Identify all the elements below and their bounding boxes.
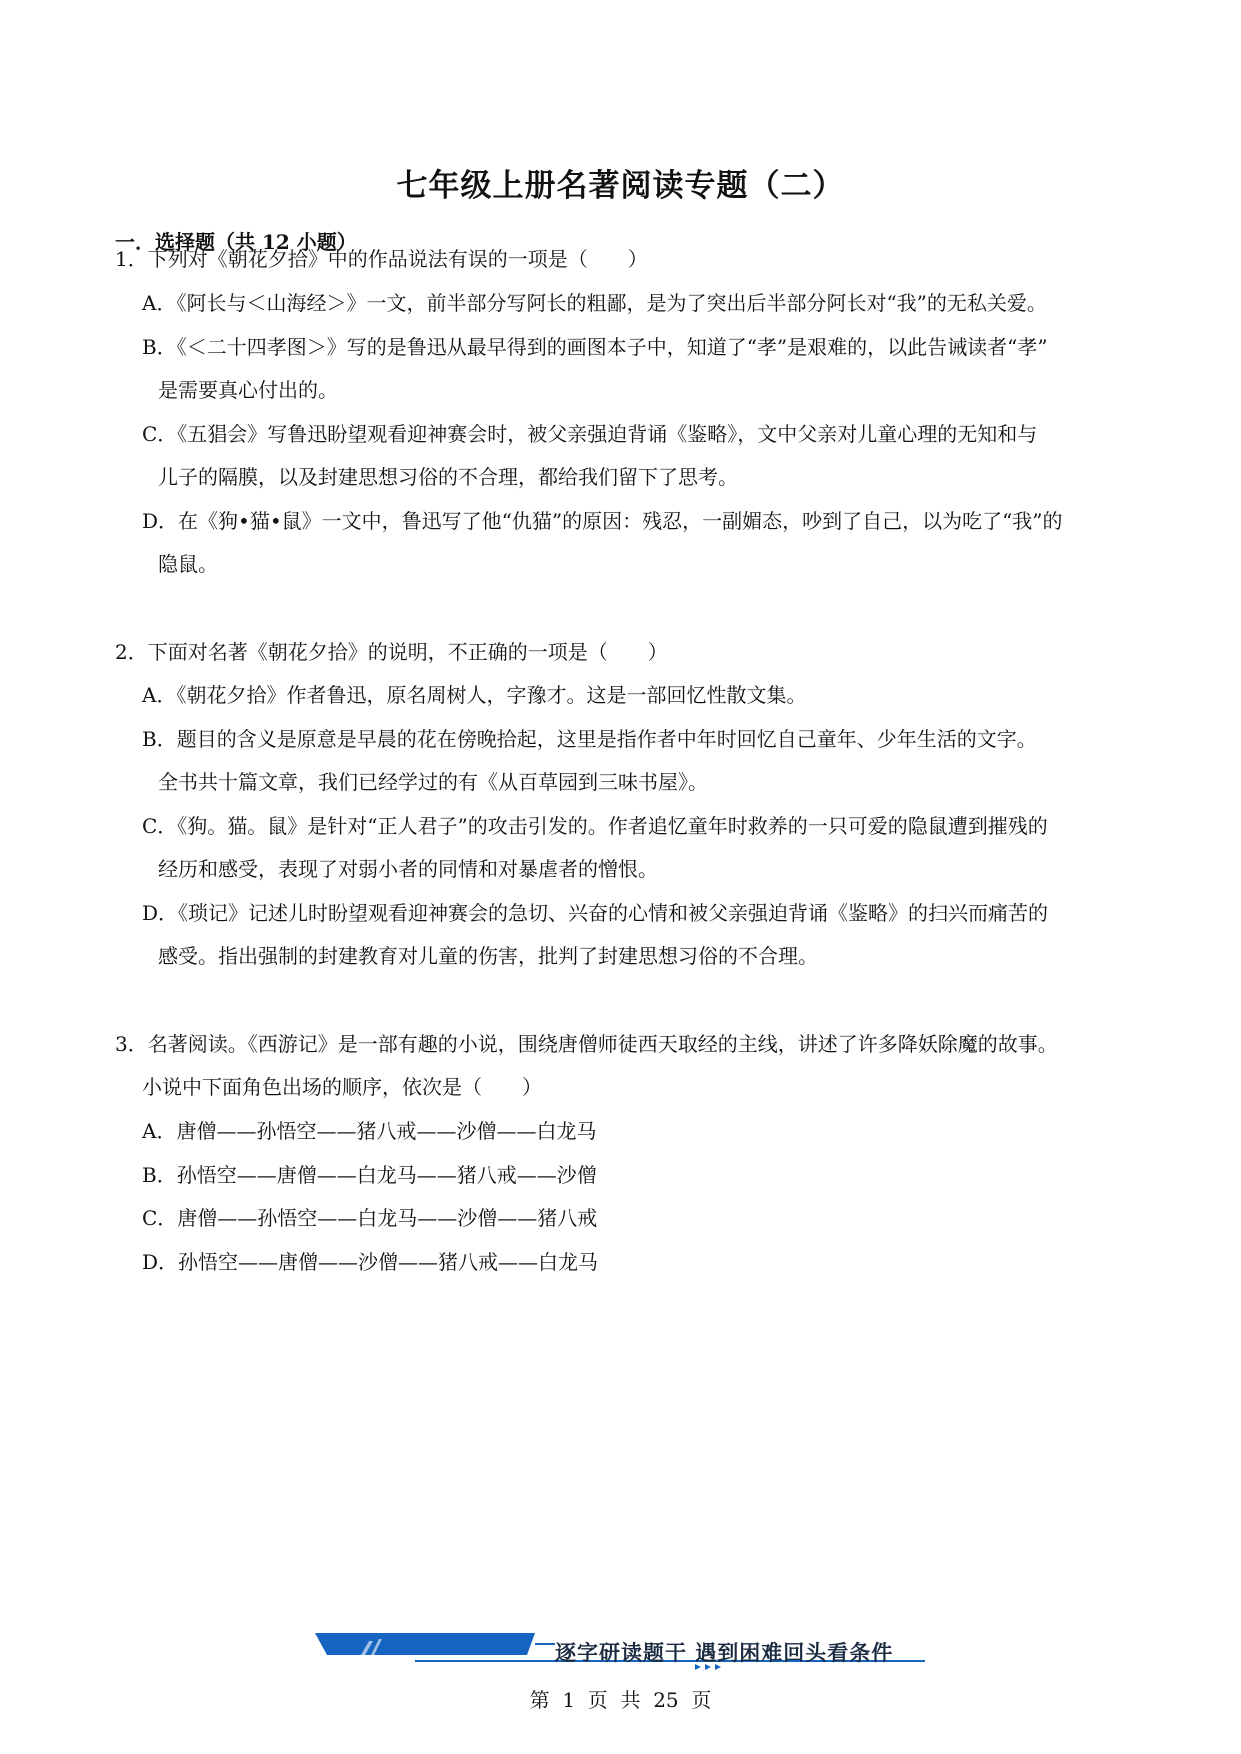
question-1-option-c-cont: 儿子的隔膜，以及封建思想习俗的不合理，都给我们留下了思考。	[158, 465, 738, 489]
question-2-option-d-cont: 感受。指出强制的封建教育对儿童的伤害，批判了封建思想习俗的不合理。	[158, 944, 818, 968]
page-title: 七年级上册名著阅读专题（二）	[396, 168, 845, 204]
question-1-option-d: D．在《狗•猫•鼠》一文中，鲁迅写了他“仇猫”的原因：残忍，一副媚态，吵到了自己，以为吃了“我”的	[142, 509, 1063, 533]
question-3-option-c: C．唐僧——孙悟空——白龙马——沙僧——猪八戒	[142, 1206, 598, 1230]
page-number: 第 1 页 共 25 页	[529, 1688, 712, 1712]
question-3-stem: 3．名著阅读。《西游记》是一部有趣的小说，围绕唐僧师徒西天取经的主线，讲述了许多降妖除魔的故事。	[115, 1032, 1058, 1056]
footer-slogan: 逐字研读题干 遇到困难回头看条件	[555, 1641, 894, 1665]
question-1-option-b: B．《＜二十四孝图＞》写的是鲁迅从最早得到的画图本子中，知道了“孝”是艰难的，以此告诫读者“孝”	[142, 335, 1048, 359]
question-2-option-a: A．《朝花夕拾》作者鲁迅，原名周树人，字豫才。这是一部回忆性散文集。	[142, 683, 807, 707]
question-1-stem: 1．下列对《朝花夕拾》中的作品说法有误的一项是（ ）	[115, 247, 648, 271]
question-3-stem-cont: 小说中下面角色出场的顺序，依次是（ ）	[142, 1075, 542, 1099]
question-2-option-c-cont: 经历和感受，表现了对弱小者的同情和对暴虐者的憎恨。	[158, 857, 658, 881]
question-2-option-b-cont: 全书共十篇文章，我们已经学过的有《从百草园到三味书屋》。	[158, 770, 708, 794]
question-2-option-d: D．《琐记》记述儿时盼望观看迎神赛会的急切、兴奋的心情和被父亲强迫背诵《鉴略》的扫兴而痛苦的	[142, 901, 1049, 925]
question-1-option-b-cont: 是需要真心付出的。	[158, 378, 338, 402]
question-1-option-a: A．《阿长与＜山海经＞》一文，前半部分写阿长的粗鄙，是为了突出后半部分阿长对“我”的无私关爱。	[142, 291, 1047, 315]
question-3-option-b: B．孙悟空——唐僧——白龙马——猪八戒——沙僧	[142, 1163, 597, 1187]
question-2-stem: 2．下面对名著《朝花夕拾》的说明，不正确的一项是（ ）	[115, 640, 668, 664]
question-1-option-c: C．《五猖会》写鲁迅盼望观看迎神赛会时，被父亲强迫背诵《鉴略》，文中父亲对儿童心理的无知和与	[142, 422, 1038, 446]
question-2-option-b: B．题目的含义是原意是早晨的花在傍晚拾起，这里是指作者中年时回忆自己童年、少年生活的文字。	[142, 727, 1037, 751]
question-2-option-c: C．《狗。猫。鼠》是针对“正人君子”的攻击引发的。作者追忆童年时救养的一只可爱的隐鼠遭到摧残的	[142, 814, 1048, 838]
question-1-option-d-cont: 隐鼠。	[158, 552, 218, 576]
section-heading: 一．选择题（共 12 小题）	[115, 230, 357, 254]
question-3-option-d: D．孙悟空——唐僧——沙僧——猪八戒——白龙马	[142, 1250, 599, 1274]
question-3-option-a: A．唐僧——孙悟空——猪八戒——沙僧——白龙马	[142, 1119, 597, 1143]
